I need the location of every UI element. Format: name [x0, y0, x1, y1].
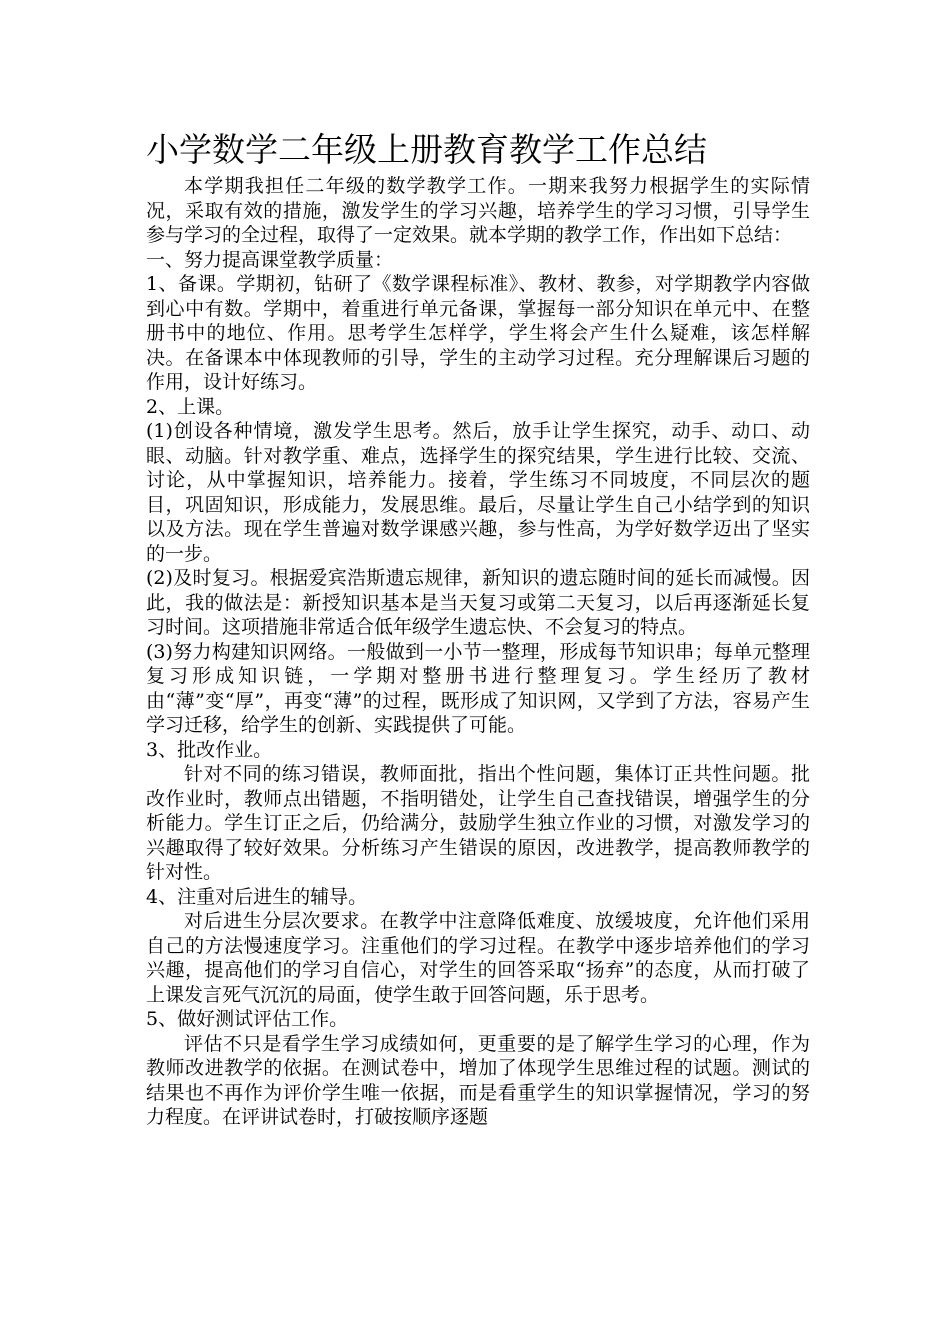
paragraph-tutoring: 对后进生分层次要求。在教学中注意降低难度、放缓坡度，允许他们采用自己的方法慢速度学习。注重他们的学习过程。在教学中逐步培养他们的学习兴趣，提高他们的学习自信心，对学生的回答采取“扬弃”的态度，从而打破了上课发言死气沉沉的局面，使学生敢于回答问题，乐于思考。	[146, 910, 810, 1006]
paragraph-class-3: (3)努力构建知识网络。一般做到一小节一整理，形成每节知识串；每单元整理复习形成知识链，一学期对整册书进行整理复习。学生经历了教材由“薄”变“厚”，再变“薄”的过程，既形成了知识网，又学到了方法，容易产生学习迁移，给学生的创新、实践提供了可能。	[146, 640, 810, 736]
section-heading-1: 一、努力提高课堂教学质量：	[146, 248, 394, 271]
subheading-homework: 3、批改作业。	[146, 738, 273, 761]
subheading-tutoring: 4、注重对后进生的辅导。	[146, 885, 368, 908]
document-title: 小学数学二年级上册教育教学工作总结	[146, 130, 707, 169]
paragraph-homework: 针对不同的练习错误，教师面批，指出个性问题，集体订正共性问题。批改作业时，教师点出错题，不指明错处，让学生自己查找错误，增强学生的分析能力。学生订正之后，仍给满分，鼓励学生独立作业的习惯，对激发学习的兴趣取得了较好效果。分析练习产生错误的原因，改进教学，提高教师教学的针对性。	[146, 763, 810, 883]
document-page	[146, 128, 810, 1130]
document-body	[146, 174, 810, 1130]
subheading-class: 2、上课。	[146, 395, 235, 418]
paragraph-intro: 本学期我担任二年级的数学教学工作。一期来我努力根据学生的实际情况，采取有效的措施，激发学生的学习兴趣，培养学生的学习习惯，引导学生参与学习的全过程，取得了一定效果。就本学期的教学工作，作出如下总结：	[146, 175, 810, 246]
paragraph-class-1: (1)创设各种情境，激发学生思考。然后，放手让学生探究，动手、动口、动眼、动脑。针对教学重、难点，选择学生的探究结果，学生进行比较、交流、讨论，从中掌握知识，培养能力。接着，学生练习不同坡度，不同层次的题目，巩固知识，形成能力，发展思维。最后，尽量让学生自己小结学到的知识以及方法。现在学生普遍对数学课感兴趣，参与性高，为学好数学迈出了坚实的一步。	[146, 420, 810, 565]
paragraph-class-2: (2)及时复习。根据爱宾浩斯遗忘规律，新知识的遗忘随时间的延长而减慢。因此，我的做法是：新授知识基本是当天复习或第二天复习，以后再逐渐延长复习时间。这项措施非常适合低年级学生遗忘快、不会复习的特点。	[146, 567, 810, 638]
paragraph-assessment: 评估不只是看学生学习成绩如何，更重要的是了解学生学习的心理，作为教师改进教学的依据。在测试卷中，增加了体现学生思维过程的试题。测试的结果也不再作为评价学生唯一依据，而是看重学生的知识掌握情况，学习的努力程度。在评讲试卷时，打破按顺序逐题	[146, 1032, 810, 1128]
paragraph-lesson-prep: 1、备课。学期初，钻研了《数学课程标准》、教材、教参，对学期教学内容做到心中有数。学期中，着重进行单元备课，掌握每一部分知识在单元中、在整册书中的地位、作用。思考学生怎样学，学生将会产生什么疑难，该怎样解决。在备课本中体现教师的引导，学生的主动学习过程。充分理解课后习题的作用，设计好练习。	[146, 273, 810, 393]
subheading-assessment: 5、做好测试评估工作。	[146, 1008, 349, 1030]
